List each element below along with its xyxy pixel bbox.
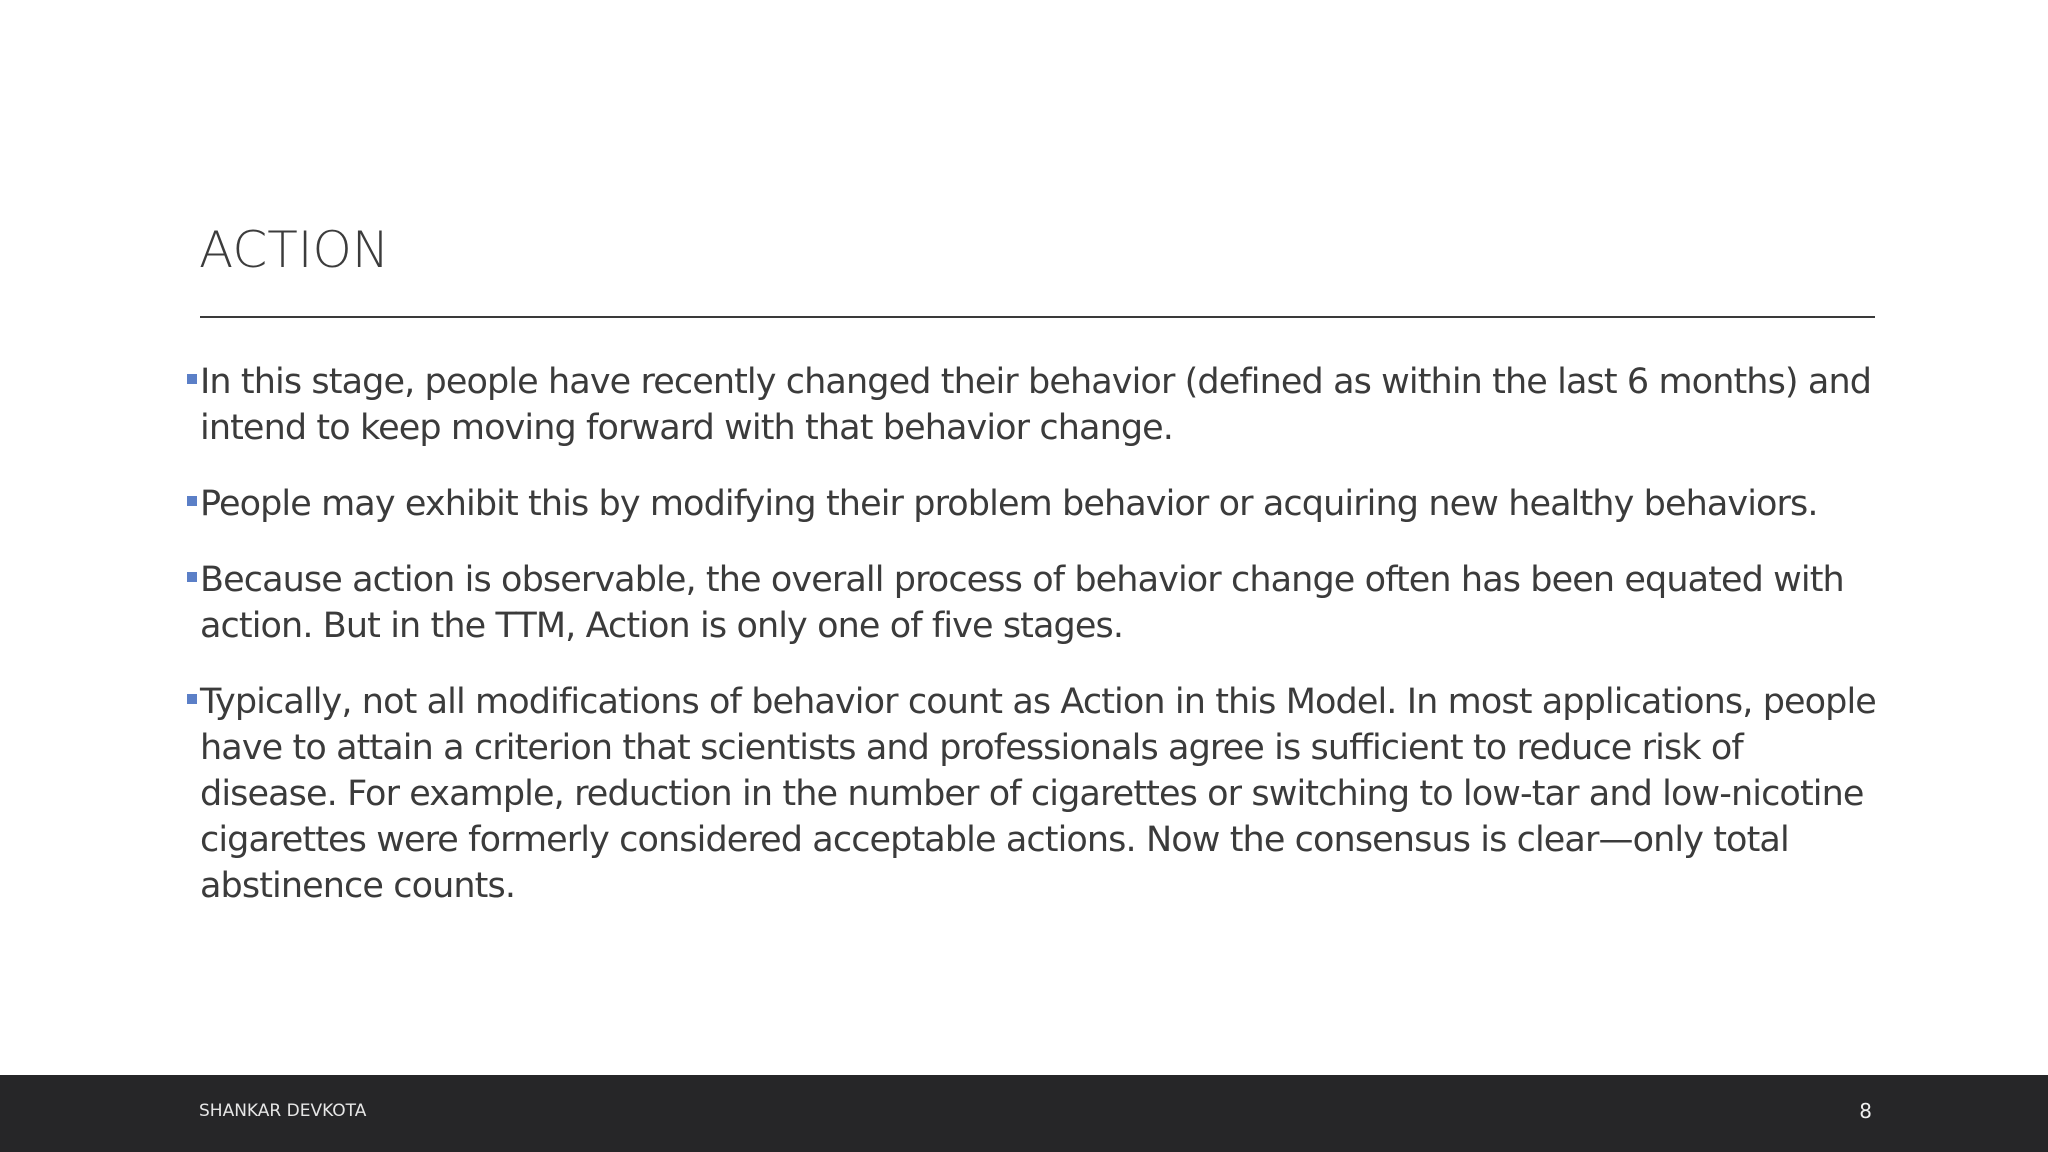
bullet-text: Typically, not all modifications of behavior count as Action in this Model. In most applications, people have to attain a criterion that scientists and professionals agree is sufficient to reduce risk of disease. For example, reduction in the number of cigarettes or switching to low-tar and low-nicotine cigarettes were formerly considered acceptable actions. Now the consensus is clear—only total abstinence counts.	[200, 682, 1876, 906]
slide-title: ACTION	[199, 221, 390, 279]
bullet-text: In this stage, people have recently changed their behavior (defined as within the last 6 months) and intend to keep moving forward with that behavior change.	[200, 362, 1872, 448]
square-bullet-icon	[187, 374, 197, 384]
square-bullet-icon	[187, 572, 197, 582]
page-number: 8	[1859, 1099, 1872, 1123]
footer-author: SHANKAR DEVKOTA	[199, 1101, 367, 1121]
slide-footer	[0, 1075, 2048, 1152]
bullet-item	[186, 359, 1886, 451]
bullet-item	[186, 557, 1886, 649]
bullet-text: People may exhibit this by modifying their problem behavior or acquiring new healthy behaviors.	[200, 484, 1818, 524]
title-divider	[200, 316, 1875, 318]
square-bullet-icon	[187, 496, 197, 506]
square-bullet-icon	[187, 694, 197, 704]
bullet-text: Because action is observable, the overall process of behavior change often has been equated with action. But in the TTM, Action is only one of five stages.	[200, 560, 1844, 646]
bullet-item	[186, 481, 1886, 527]
bullet-item	[186, 679, 1886, 909]
bullet-list	[186, 359, 1886, 939]
